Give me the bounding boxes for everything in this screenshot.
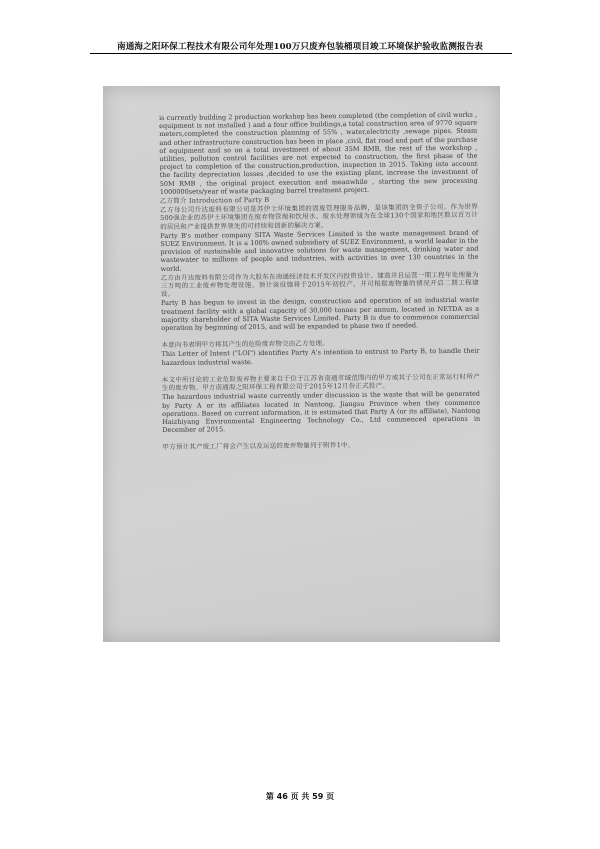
scan-paragraph-waste-zh: 本文中所讨论的工业危险废弃物主要来自于位于江苏省南通市域范围内的甲方或其子公司在正常运行时所产生的废弃物。甲方南通海之阳环保工程有限公司于2015年12月份正式投产。	[161, 372, 480, 393]
scan-paragraph-party-b-parent-zh: 乙方母公司升达废料有限公司是苏伊士环境集团的固废管理服务品牌，是该集团的全资子公司。作为世界500强企业的苏伊士环境集团在废弃物管理和饮用水、废水处理领域为在全球130个国家和地区数以百万计的居民和产业提供世界领先的可持续和创新的解决方案。	[159, 202, 479, 231]
scan-paragraph-project-status: is currently building 2 production workshop has been completed (the completion of civil works , equipment is not installed ) and a four office buildings,a total construction area of 9770 square meters,completed the construction planning of 55% , water,electricity ,sewage pipes. Steam and other infrastructure construction has been in place ,civil, flat road and part of the purchase of equipment and so on a total investment of about 35M RMB, the rest of the workshop , utilities, pollution control facilities are not expected to construction, the first phase of the project to completion of the construction,production, inspection in 2015. Taking into account the facility depreciation losses ,decided to use the existing plant, increase the investment of 50M RMB , the original project execution and meanwhile , starting the new processing 1000000sets/year of waste packaging barrel treatment project.	[159, 110, 478, 196]
scanned-document-image	[103, 86, 500, 642]
page-header-title: 南通海之阳环保工程技术有限公司年处理100万只废弃包装桶项目竣工环境保护验收监测报告表	[117, 42, 483, 52]
scan-paragraph-party-b-facility-zh: 乙方由升达废料有限公司作为大股东在南通经济技术开发区内投资设计、建造并且运营一期工程年处理量为三万吨的工业废弃物处理设施。预计该设施将于2015年初投产，并可根据废物量的情况开启二期工程建设。	[160, 270, 479, 299]
header-divider	[90, 53, 512, 54]
scan-paragraph-loi-zh: 本意向书表明甲方将其产生的危险废弃物交由乙方处理。	[161, 339, 329, 350]
scan-paragraph-waste-en: The hazardous industrial waste currently under discussion is the waste that will be generated by Party A or its affiliates located in Nantong, Jiangsu Province when they commence operations. Based on current information, it is estimated that Party A (or its affiliate), Nantong Haizhiyang Environmental Engineering Technology Co., Ltd commenced operations in December of 2015.	[161, 389, 481, 435]
page-number: 第 46 页 共 59 页	[265, 792, 335, 801]
scan-paragraph-party-b-parent-en: Party B's mother company SITA Waste Services Limited is the waste management brand of SUEZ Environment. It is a 100% owned subsidiary of SUEZ Environment, a world leader in the provision of sustainable and innovative solutions for waste management, drinking water and wastewater to millions of people and industries, with activities in over 130 countries in the world.	[160, 228, 479, 273]
scan-paragraph-party-b-facility-en: Party B has begun to invest in the design, construction and operation of an industrial waste treatment facility with a global capacity of 30,000 tonnes per annum, located in NETDA as a majority shareholder of SITA Waste Services Limited. Party B is due to commence commercial operation by beginning of 2015, and will be expanded to phase two if needed.	[160, 296, 480, 333]
scan-paragraph-annex-zh: 甲方预计其产废工厂将会产生以及运送的废弃物量列于附件1中。	[162, 441, 355, 452]
scanned-letter-text	[159, 111, 481, 453]
scan-heading-party-b: 乙方简介 Introduction of Party B	[159, 195, 270, 206]
scan-paragraph-loi-en: This Letter of Intent ("LOI") identifies Party A's intention to entrust to Party B, to handle their hazardous industrial waste.	[161, 347, 480, 367]
